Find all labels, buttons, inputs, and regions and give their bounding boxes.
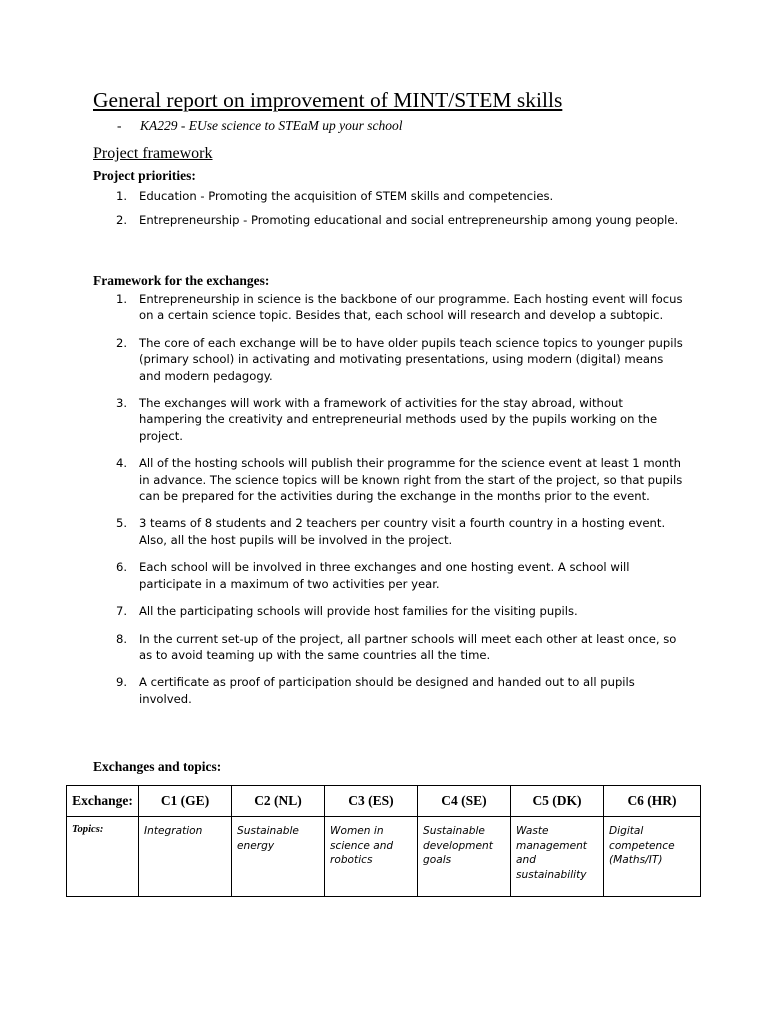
table-row	[67, 817, 701, 897]
list-item	[93, 515, 683, 548]
list-text: 3 teams of 8 students and 2 teachers per country visit a fourth country in a hosting event. Also, all the host pupils will be involved in the project.	[139, 516, 666, 547]
list-number: 9.	[116, 675, 128, 690]
list-text: In the current set-up of the project, all partner schools will meet each other at least once, so as to avoid teaming up with the same countries all the time.	[139, 631, 677, 662]
list-item	[93, 184, 683, 208]
list-number: 3.	[116, 396, 128, 411]
table-cell: Waste management and sustainability	[511, 817, 604, 897]
list-item	[93, 208, 683, 232]
table-header-cell: C1 (GE)	[139, 786, 232, 817]
list-text: A certificate as proof of participation should be designed and handed out to all pupils involved.	[139, 675, 635, 706]
table-cell: Sustainable development goals	[418, 817, 511, 897]
list-number: 7.	[116, 604, 128, 619]
table-cell: Women in science and robotics	[325, 817, 418, 897]
list-text: Education - Promoting the acquisition of STEM skills and competencies.	[139, 189, 554, 203]
table-header-row	[67, 786, 701, 817]
list-item	[93, 559, 683, 592]
list-text: The exchanges will work with a framework of activities for the stay abroad, without hampering the creativity and entrepreneurial methods used by the pupils working on the project.	[139, 396, 658, 443]
list-text: All of the hosting schools will publish their programme for the science event at least 1 month in advance. The science topics will be known right from the start of the project, so that pupils can be prepared for the activities during the exchange in the months prior to the event.	[139, 456, 683, 504]
list-item	[93, 291, 683, 324]
list-text: Each school will be involved in three exchanges and one hosting event. A school will participate in a maximum of two activities per year.	[139, 560, 630, 591]
table-cell: Digital competence (Maths/IT)	[604, 817, 701, 897]
exchanges-heading: Exchanges and topics:	[93, 759, 222, 774]
list-number: 8.	[116, 631, 128, 646]
section-heading: Project framework	[93, 145, 213, 162]
table-header-cell: C3 (ES)	[325, 786, 418, 817]
exchanges-table	[66, 785, 701, 897]
framework-heading: Framework for the exchanges:	[93, 273, 270, 288]
list-item	[93, 674, 683, 707]
table-header-cell: C4 (SE)	[418, 786, 511, 817]
list-number: 1.	[116, 292, 128, 306]
table-header-cell: C2 (NL)	[232, 786, 325, 817]
list-item	[93, 631, 683, 664]
table-header-cell: C6 (HR)	[604, 786, 701, 817]
list-number: 5.	[116, 516, 128, 531]
table-cell: Sustainable energy	[232, 817, 325, 897]
list-number: 4.	[116, 456, 128, 471]
framework-list	[93, 291, 683, 718]
list-item	[93, 455, 683, 504]
list-item	[93, 603, 683, 619]
list-number: 1.	[116, 189, 128, 203]
table-header-cell: C5 (DK)	[511, 786, 604, 817]
priorities-list	[93, 184, 683, 232]
list-text: All the participating schools will provide host families for the visiting pupils.	[139, 604, 578, 619]
subtitle-dash: -	[117, 118, 122, 133]
priorities-heading: Project priorities:	[93, 168, 196, 183]
list-text: The core of each exchange will be to have older pupils teach science topics to younger pupils (primary school) in activating and motivating presentations, using modern (digital) means and modern pedagogy.	[139, 335, 683, 383]
list-number: 6.	[116, 560, 128, 575]
subtitle-text: KA229 - EUse science to STEaM up your school	[140, 118, 403, 133]
table-row-head-exchange: Exchange:	[67, 786, 139, 817]
document-title: General report on improvement of MINT/STEM skills	[93, 88, 563, 112]
list-text: Entrepreneurship - Promoting educational and social entrepreneurship among young people.	[139, 213, 679, 227]
document-subtitle	[117, 118, 402, 134]
list-number: 2.	[116, 213, 128, 227]
table-row-head-topics: Topics:	[67, 817, 139, 897]
table-cell: Integration	[139, 817, 232, 897]
list-text: Entrepreneurship in science is the backbone of our programme. Each hosting event will focus on a certain science topic. Besides that, each school will research and develop a subtopic.	[139, 292, 683, 323]
list-number: 2.	[116, 335, 128, 350]
list-item	[93, 395, 683, 444]
list-item	[93, 335, 683, 384]
